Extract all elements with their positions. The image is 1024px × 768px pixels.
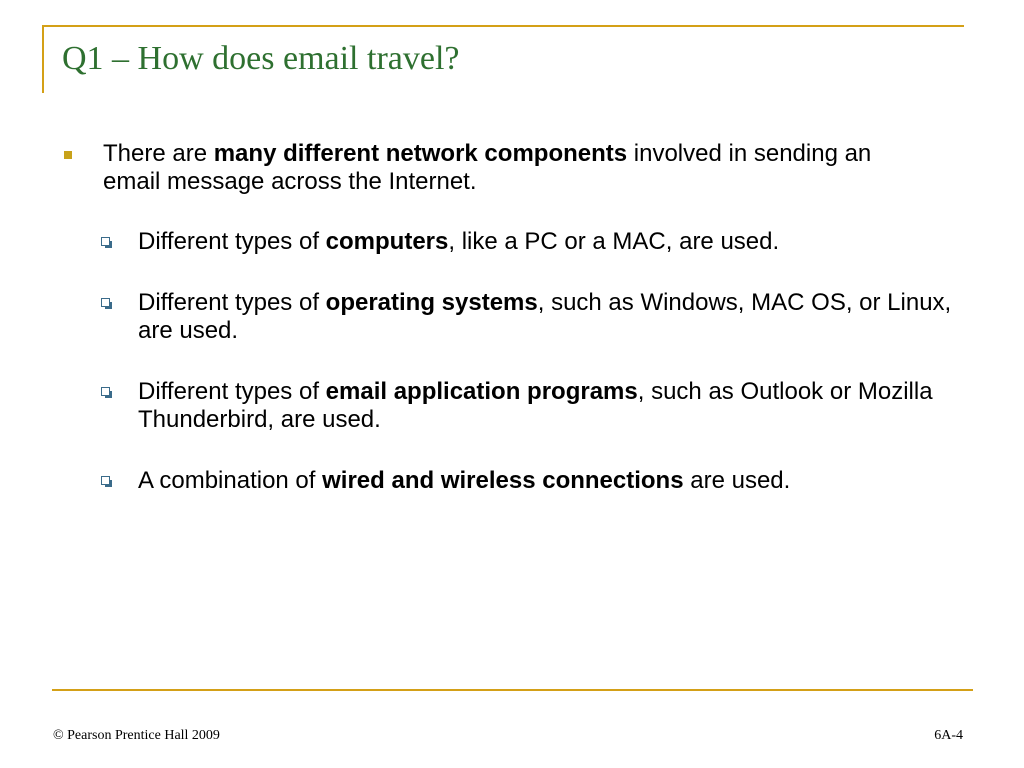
hollow-square-bullet-icon xyxy=(101,387,110,396)
sub-bullet-email-programs xyxy=(138,378,968,434)
sub-bullet-computers xyxy=(138,228,968,256)
sub-bullet-pre: Different types of xyxy=(138,228,326,255)
sub-bullet-bold: computers xyxy=(325,228,449,255)
hollow-square-bullet-icon xyxy=(101,476,110,485)
sub-bullet-pre: A combination of xyxy=(138,467,323,494)
sub-bullet-connections xyxy=(138,467,968,495)
sub-bullet-post: , such as Windows, MAC OS, or Linux, are used. xyxy=(138,289,952,344)
slide-number: 6A-4 xyxy=(934,728,963,743)
hollow-square-bullet-icon xyxy=(101,237,110,246)
hollow-square-bullet-icon xyxy=(101,298,110,307)
sub-bullet-bold: wired and wireless connections xyxy=(322,467,684,494)
sub-bullet-bold: email application programs xyxy=(325,378,638,405)
sub-bullet-post: , like a PC or a MAC, are used. xyxy=(448,228,780,255)
sub-bullet-post: , such as Outlook or Mozilla Thunderbird, are used. xyxy=(138,378,933,433)
footer-rule xyxy=(52,689,973,691)
title-frame-top-rule xyxy=(42,25,964,27)
footer-copyright: © Pearson Prentice Hall 2009 xyxy=(53,728,220,743)
slide-title: Q1 – How does email travel? xyxy=(62,40,460,77)
title-frame-left-rule xyxy=(42,25,44,93)
square-bullet-icon xyxy=(64,151,72,159)
sub-bullet-bold: operating systems xyxy=(325,289,538,316)
sub-bullet-pre: Different types of xyxy=(138,378,326,405)
sub-bullet-pre: Different types of xyxy=(138,289,326,316)
sub-bullet-operating-systems xyxy=(138,289,968,345)
sub-bullet-post: are used. xyxy=(683,467,791,494)
main-bullet-text xyxy=(103,140,903,196)
main-bullet-post: involved in sending an email message across the Internet. xyxy=(103,140,872,195)
main-bullet-bold: many different network components xyxy=(213,140,628,167)
main-bullet-pre: There are xyxy=(103,140,214,167)
